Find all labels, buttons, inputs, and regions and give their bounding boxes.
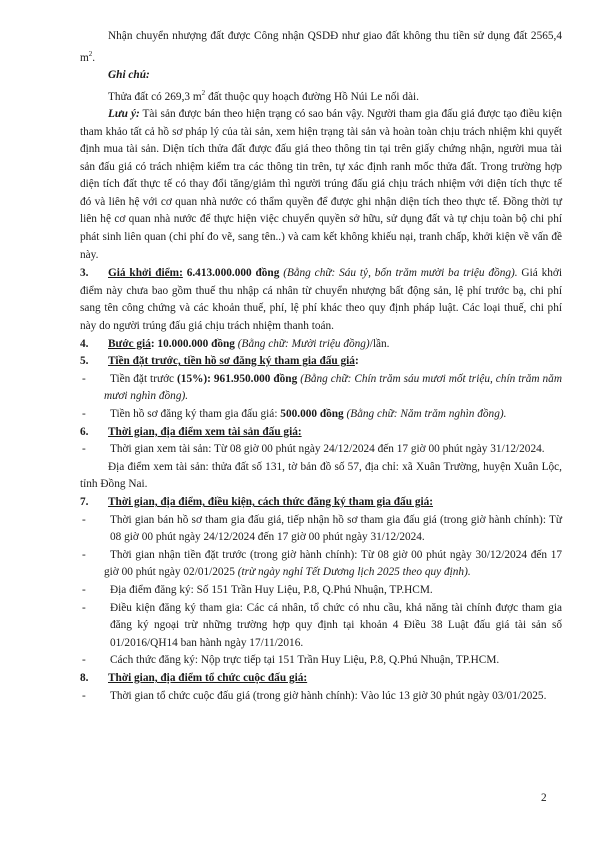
deposit-words: (Bằng chữ: Chín trăm sáu mươi mốt triệu, chín trăm năm mươi nghìn đồng). xyxy=(104,372,562,403)
section-5-heading xyxy=(80,353,562,371)
section-colon: : xyxy=(354,355,359,368)
superscript: 2 xyxy=(88,49,93,58)
section-title: Thời gian, địa điểm tổ chức cuộc đấu giá: xyxy=(108,671,308,684)
registration-conditions: Điều kiện đăng ký tham gia: Các cá nhân, tổ chức có nhu cầu, khả năng tài chính được tham gia đăng ký ngoại trừ những trường hợp quy định tại khoản 4 Điều 38 Luật đấu giá tài sản số 01/2016/QH14 ban hành ngày 17/11/2016. xyxy=(110,601,562,649)
dash-bullet: - xyxy=(82,443,86,456)
bid-step: : 10.000.000 đồng xyxy=(150,337,235,350)
page-number: 2 xyxy=(541,792,547,804)
list-item xyxy=(80,600,562,653)
note-text-a: Thửa đất có 269,3 m xyxy=(108,90,202,103)
caution-label: Lưu ý: xyxy=(108,107,140,120)
list-item xyxy=(80,652,562,670)
starting-price: 6.413.000.000 đồng xyxy=(182,267,280,280)
section-number: 3. xyxy=(80,267,89,280)
deposit-percent: (15%) xyxy=(177,372,208,385)
section-title: Tiền đặt trước, tiền hồ sơ đăng ký tham gia đấu giá xyxy=(108,355,355,368)
list-item xyxy=(80,441,562,459)
dash-bullet: - xyxy=(82,654,86,667)
section-7-heading xyxy=(80,494,562,512)
note-text-b: đất thuộc quy hoạch đường Hồ Núi Le nối dài. xyxy=(205,90,419,103)
dash-bullet: - xyxy=(82,372,86,385)
note-heading xyxy=(80,67,562,85)
section-title: Thời gian, địa điểm, điều kiện, cách thức đăng ký tham gia đấu giá: xyxy=(108,495,434,508)
list-item xyxy=(80,406,562,424)
section-6-heading xyxy=(80,424,562,442)
viewing-time: Thời gian xem tài sản: Từ 08 giờ 00 phút ngày 24/12/2024 đến 17 giờ 00 phút ngày 31/12/2024. xyxy=(110,443,545,456)
registration-location: Địa điểm đăng ký: Số 151 Trần Huy Liệu, P.8, Q.Phú Nhuận, TP.HCM. xyxy=(110,583,433,596)
section-title: Bước giá xyxy=(108,337,151,350)
fee-words: (Bằng chữ: Năm trăm nghìn đồng). xyxy=(343,408,507,420)
dash-bullet: - xyxy=(82,513,86,526)
dossier-time: Thời gian bán hồ sơ tham gia đấu giá, tiếp nhận hồ sơ tham gia đấu giá (trong giờ hành chính): Từ 08 giờ 00 phút ngày 24/12/2024 đến 17 giờ 00 phút ngày 31/12/2024. xyxy=(110,513,562,544)
section-3 xyxy=(80,265,562,335)
section-number: 8. xyxy=(80,671,89,684)
note-label: Ghi chú: xyxy=(108,68,150,81)
document-body xyxy=(80,28,562,705)
section-3-text: Giá khởi điểm này chưa bao gồm thuế thu nhập cá nhân từ chuyển nhượng bất động sản, lệ phí trước bạ, chi phí sang tên công chứng và các khoản thuế, phí, lệ phí khác theo quy định pháp luật. Các loại thuế, chi phí này do người trúng đấu giá chịu trách nhiệm thanh toán. xyxy=(80,267,562,333)
intro-end: . xyxy=(92,51,96,64)
list-item xyxy=(80,371,562,406)
deposit-label: Tiền đặt trước xyxy=(110,372,178,385)
note-paragraph xyxy=(80,85,562,106)
auction-time: Thời gian tổ chức cuộc đấu giá (trong giờ hành chính): Vào lúc 13 giờ 30 phút ngày 03/01/2025. xyxy=(110,689,547,702)
section-8-heading xyxy=(80,670,562,688)
fee-label: Tiền hồ sơ đăng ký tham gia đấu giá: xyxy=(110,408,281,420)
section-number: 6. xyxy=(80,425,89,438)
section-number: 4. xyxy=(80,337,89,350)
deposit-time: Thời gian nhận tiền đặt trước (trong giờ hành chính): Từ 08 giờ 00 phút ngày 30/12/2024 đến 17 giờ 00 phút ngày 02/01/2025 xyxy=(104,548,562,579)
list-item xyxy=(80,688,562,706)
dash-bullet: - xyxy=(82,583,86,596)
section-4 xyxy=(80,336,562,354)
superscript: 2 xyxy=(201,88,206,97)
dash-bullet: - xyxy=(82,689,86,702)
section-title: Giá khởi điểm: xyxy=(108,267,183,280)
deposit-amount: : 961.950.000 đồng xyxy=(207,372,298,385)
dash-bullet: - xyxy=(82,601,86,614)
list-item xyxy=(80,547,562,582)
registration-method: Cách thức đăng ký: Nộp trực tiếp tại 151 Trần Huy Liệu, P.8, Q.Phú Nhuận, TP.HCM. xyxy=(110,654,500,667)
viewing-location: Địa điểm xem tài sản: thửa đất số 131, tờ bản đồ số 57, địa chỉ: xã Xuân Trường, huyện Xuân Lộc, tỉnh Đồng Nai. xyxy=(80,460,562,491)
section-number: 5. xyxy=(80,355,89,368)
caution-text: Tài sản được bán theo hiện trạng có sao bán vậy. Người tham gia đấu giá được tạo điều kiện tham khảo tất cả hồ sơ pháp lý của tài sản, xem hiện trạng tài sản và hoàn toàn chịu trách nhiệm khi quyết định mua tài sản. Diện tích thửa đất được đấu giá theo thông tin tại trên giấy chứng nhận, người mua tài sản đấu giá có trách nhiệm kiểm tra các thông tin trên, tự xác định ranh mốc thửa đất. Trong trường hợp diện tích đất thực tế có thay đổi tăng/giảm thì người trúng đấu giá chịu trách nhiệm với diện tích thực tế đó và liên hệ với cơ quan nhà nước có thẩm quyền để được ghi nhận diện tích theo thực tế. Đồng thời tự liên hệ cơ quan nhà nước để thực hiện việc chuyển quyền sở hữu, sử dụng đất và tự chịu toàn bộ chi phí phát sinh liên quan (chi phí đo vẽ, sang tên..) và cam kết không khiếu nại, tranh chấp, khởi kiện về vấn đề này. xyxy=(80,107,562,261)
section-number: 7. xyxy=(80,495,89,508)
bid-step-tail: /lần. xyxy=(369,337,390,350)
dash-bullet: - xyxy=(82,408,86,420)
list-item xyxy=(80,582,562,600)
intro-text: Nhận chuyển nhượng đất được Công nhận QSDĐ như giao đất không thu tiền sử dụng đất 2565,4 m xyxy=(80,30,562,64)
section-title: Thời gian, địa điểm xem tài sản đấu giá: xyxy=(108,425,302,438)
caution-paragraph xyxy=(80,106,562,264)
dash-bullet: - xyxy=(82,548,86,561)
bid-step-words: (Bằng chữ: Mười triệu đồng) xyxy=(234,337,370,350)
fee-amount: 500.000 đồng xyxy=(280,408,344,420)
intro-paragraph xyxy=(80,28,562,67)
list-item xyxy=(80,512,562,547)
deposit-time-note: (trừ ngày nghỉ Tết Dương lịch 2025 theo quy định). xyxy=(234,566,471,579)
starting-price-words: (Bằng chữ: Sáu tỷ, bốn trăm mười ba triệu đồng). xyxy=(279,267,518,280)
